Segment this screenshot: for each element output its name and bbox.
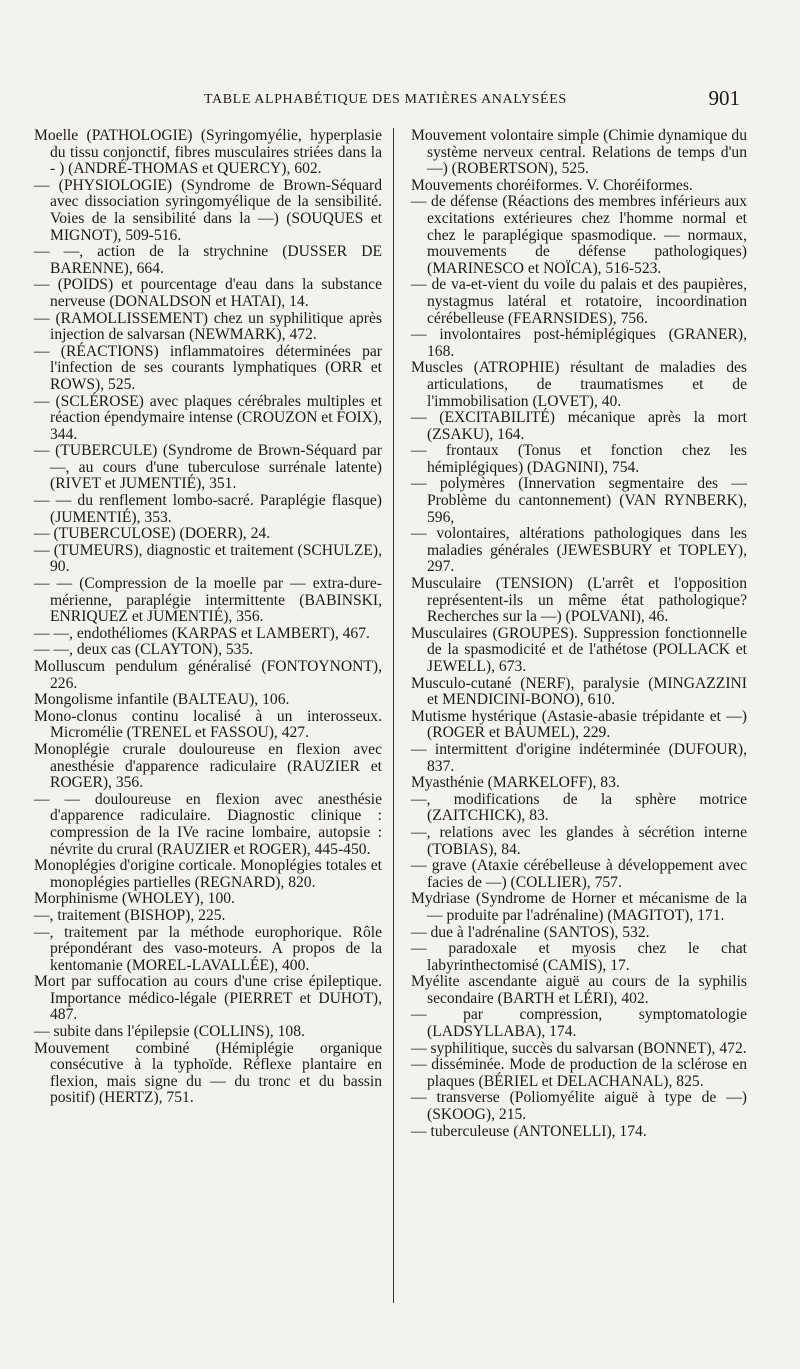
index-entry: — —, deux cas (CLAYTON), 535. [34, 641, 254, 659]
index-entry: — par compression, symptomatologie (LADSYLLABA), 174. [411, 1006, 747, 1041]
index-entry: Mouvement volontaire simple (Chimie dynamique du système nerveux central. Relations de temps d'un —) (ROBERTSON), 525. [411, 127, 747, 178]
index-entry: Monoplégies d'origine corticale. Monoplégies totales et monoplégies partielles (REGNARD), 820. [34, 857, 382, 891]
index-entry: — (PHYSIOLOGIE) (Syndrome de Brown-Séquard avec dissociation syringomyélique de la sensibilité. Voies de la sensibilité dans la —) (SOUQUES et MIGNOT), 509-516. [34, 176, 382, 244]
index-entry: —, traitement (BISHOP), 225. [34, 906, 226, 924]
index-entry: Mort par suffocation au cours d'une crise épileptique. Importance médico-légale (PIERRET et DUHOT), 487. [34, 973, 382, 1024]
page-number: 901 [708, 86, 740, 110]
index-entry: — —, endothéliomes (KARPAS et LAMBERT), 467. [34, 624, 370, 642]
index-entry: Moelle (PATHOLOGIE) (Syringomyélie, hyperplasie du tissu conjonctif, fibres musculaires striées dans la - ) (ANDRÉ-THOMAS et QUERCY), 602. [34, 127, 382, 178]
index-entry: — — du renflement lombo-sacré. Paraplégie flasque) (JUMENTIÉ), 353. [34, 492, 382, 526]
index-entry: Mouvement combiné (Hémiplégie organique consécutive à la typhoïde. Réflexe plantaire en flexion, mais signe du — du tronc et du bassin positif) (HERTZ), 751. [34, 1039, 382, 1107]
index-entry: Mouvements choréiformes. V. Choréiformes. [411, 176, 693, 194]
index-entry: — —, action de la strychnine (DUSSER DE BARENNE), 664. [34, 243, 382, 277]
index-entry: — volontaires, altérations pathologiques dans les maladies générales (JEWESBURY et TOPLEY), 297. [411, 525, 747, 576]
index-entry: — (TUBERCULOSE) (DOERR), 24. [34, 525, 271, 543]
index-entry: — (RÉACTIONS) inflammatoires déterminées par l'infection de ses courants lymphatiques (ORR et ROWS), 525. [34, 342, 382, 393]
running-title: TABLE ALPHABÉTIQUE DES MATIÈRES ANALYSÉES [204, 92, 567, 107]
index-entry: — (POIDS) et pourcentage d'eau dans la substance nerveuse (DONALDSON et HATAI), 14. [34, 276, 382, 310]
right-column [411, 128, 747, 1140]
index-entry: Musculo-cutané (NERF), paralysie (MINGAZZINI et MENDICINI-BONO), 610. [411, 674, 747, 709]
index-entry: —, traitement par la méthode europhorique. Rôle prépondérant des vaso-moteurs. A propos de la kentomanie (MOREL-LAVALLÉE), 400. [34, 923, 382, 974]
index-entry: — (RAMOLLISSEMENT) chez un syphilitique après injection de salvarsan (NEWMARK), 472. [34, 309, 382, 344]
index-entry: — de défense (Réactions des membres inférieurs aux excitations extérieures chez l'homme normal et chez le paraplégique spasmodique. — normaux, mouvements de défense pathologiques) (MARINESCO et NOÏCA), 516-523. [411, 193, 747, 277]
index-entry: — disséminée. Mode de production de la sclérose en plaques (BÉRIEL et DELACHANAL), 825. [411, 1056, 747, 1090]
index-entry: —, modifications de la sphère motrice (ZAITCHICK), 83. [411, 790, 747, 825]
page-header [34, 86, 740, 116]
index-entry: Mono-clonus continu localisé à un interosseux. Micromélie (TRENEL et FASSOU), 427. [34, 707, 382, 742]
index-entry: Monoplégie crurale douloureuse en flexion avec anesthésie d'apparence radiculaire (RAUZIER et ROGER), 356. [34, 740, 382, 792]
index-entry: — — (Compression de la moelle par — extra-dure-mérienne, paraplégie intermittente (BABINSKI, ENRIQUEZ et JUMENTIÉ), 356. [34, 575, 382, 626]
index-entry: — frontaux (Tonus et fonction chez les hémiplégiques) (DAGNINI), 754. [411, 442, 747, 476]
index-entry: Myélite ascendante aiguë au cours de la syphilis secondaire (BARTH et LÉRI), 402. [411, 973, 747, 1007]
column-divider [393, 128, 394, 1303]
index-entry: — subite dans l'épilepsie (COLLINS), 108. [34, 1023, 305, 1041]
index-entry: Mydriase (Syndrome de Horner et mécanisme de la — produite par l'adrénaline) (MAGITOT), 171. [411, 890, 747, 924]
index-entry: Mongolisme infantile (BALTEAU), 106. [34, 691, 290, 709]
index-entry: — transverse (Poliomyélite aiguë à type de —) (SKOOG), 215. [411, 1089, 747, 1124]
index-entry: — polymères (Innervation segmentaire des — Problème du cantonnement) (VAN RYNBERK), 596, [411, 475, 747, 526]
index-entry: — paradoxale et myosis chez le chat labyrinthectomisé (CAMIS), 17. [411, 940, 747, 974]
index-entry: — due à l'adrénaline (SANTOS), 532. [411, 923, 650, 941]
index-entry: Mutisme hystérique (Astasie-abasie trépidante et —) (ROGER et BAUMEL), 229. [411, 707, 747, 742]
index-entry: — syphilitique, succès du salvarsan (BONNET), 472. [411, 1039, 747, 1057]
index-entry: —, relations avec les glandes à sécrétion interne (TOBIAS), 84. [411, 823, 747, 858]
index-entry: — de va-et-vient du voile du palais et des paupières, nystagmus latéral et rotatoire, incoordination cérébelleuse (FEARNSIDES), 756. [411, 276, 747, 327]
index-entry: — (TUMEURS), diagnostic et traitement (SCHULZE), 90. [34, 541, 382, 576]
index-entry: Musculaire (TENSION) (L'arrêt et l'opposition représentent-ils un même état pathologique? Recherches sur la —) (POLVANI), 46. [411, 575, 747, 626]
index-entry: Musculaires (GROUPES). Suppression fonctionnelle de la spasmodicité et de l'athétose (POLLACK et JEWELL), 673. [411, 624, 747, 675]
index-entry: — (SCLÉROSE) avec plaques cérébrales multiples et réaction épendymaire intense (CROUZON et FOIX), 344. [34, 392, 382, 443]
index-entry: — involontaires post-hémiplégiques (GRANER), 168. [411, 326, 747, 360]
index-entry: — (EXCITABILITÉ) mécanique après la mort (ZSAKU), 164. [411, 409, 747, 443]
index-entry: Muscles (ATROPHIE) résultant de maladies des articulations, de traumatismes et de l'immobilisation (LOVET), 40. [411, 359, 747, 410]
index-entry: — (TUBERCULE) (Syndrome de Brown-Séquard par —, au cours d'une tuberculose surrénale latente) (RIVET et JUMENTIÉ), 351. [34, 442, 382, 493]
index-entry: — intermittent d'origine indéterminée (DUFOUR), 837. [411, 740, 747, 775]
index-entry: — tuberculeuse (ANTONELLI), 174. [411, 1122, 647, 1140]
index-entry: — — douloureuse en flexion avec anesthésie d'apparence radiculaire. Diagnostic clinique : compression de la IVe racine lombaire, autopsie : névrite du crural (RAUZIER et ROGER), 445-450. [34, 790, 382, 858]
index-entry: — grave (Ataxie cérébelleuse à développement avec facies de —) (COLLIER), 757. [411, 857, 747, 891]
index-entry: Myasthénie (MARKELOFF), 83. [411, 774, 620, 792]
index-entry: Molluscum pendulum généralisé (FONTOYNONT), 226. [34, 658, 382, 692]
index-entry: Morphinisme (WHOLEY), 100. [34, 890, 235, 908]
left-column [34, 128, 382, 1107]
